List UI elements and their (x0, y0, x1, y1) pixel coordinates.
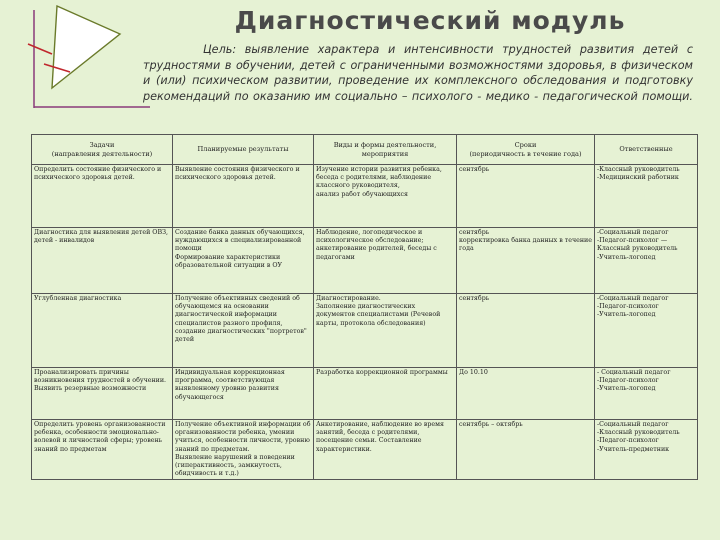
deco-triangle (52, 6, 120, 88)
cell-task: Определить уровень организованности ребенка, особенности эмоционально-волевой и личностной сферы; уровень знаний по предметам (32, 420, 173, 480)
header-responsible: Ответственные (595, 135, 698, 165)
cell-result: Создание банка данных обучающихся, нуждающихся в специализированной помощи Формирование характеристики образовательной ситуации в ОУ (173, 228, 314, 294)
cell-activity: Диагностирование. Заполнение диагностических документов специалистами (Речевой карты, протокола обследования) (314, 294, 457, 368)
page-title: Диагностический модуль (234, 6, 626, 35)
header-activities: Виды и формы деятельности, мероприятия (314, 135, 457, 165)
cell-result: Получение объективных сведений об обучающемся на основании диагностической информации специалистов разного профиля, создание диагностических "портретов" детей (173, 294, 314, 368)
header-tasks: Задачи (направления деятельности) (32, 135, 173, 165)
cell-activity: Разработка коррекционной программы (314, 368, 457, 420)
cell-result: Выявление состояния физического и психического здоровья детей. (173, 165, 314, 228)
cell-task: Диагностика для выявления детей ОВЗ, детей - инвалидов (32, 228, 173, 294)
cell-timing: сентябрь корректировка банка данных в течение года (457, 228, 595, 294)
cell-task: Проанализировать причины возникновения трудностей в обучении. Выявить резервные возможности (32, 368, 173, 420)
table-row (32, 165, 698, 228)
cell-responsible: -Социальный педагог -Педагог-психолог -Учитель-логопед (595, 294, 698, 368)
cell-timing: сентябрь (457, 165, 595, 228)
deco-red-slash (28, 44, 52, 54)
diagnostic-module-table (31, 134, 698, 480)
cell-activity: Изучение истории развития ребенка, беседа с родителями, наблюдение классного руководителя, анализ работ обучающихся (314, 165, 457, 228)
cell-responsible: -Классный руководитель -Медицинский работник (595, 165, 698, 228)
goal-statement: Цель: выявление характера и интенсивности трудностей развития детей с трудностями в обучении, детей с ограниченными возможностями здоровья, в физическом и (или) психическом развитии, проведение их комплексного обследования и подготовку рекомендаций по оказанию им социально – психолого - медико - педагогической помощи. (143, 43, 693, 103)
cell-timing: сентябрь – октябрь (457, 420, 595, 480)
cell-result: Получение объективной информации об организованности ребенка, умении учиться, особенности личности, уровню знаний по предметам. Выявление нарушений в поведении (гиперактивность, замкнутость, обидчивость и т.д.) (173, 420, 314, 480)
header-results: Планируемые результаты (173, 135, 314, 165)
table-row (32, 228, 698, 294)
cell-activity: Анкетирование, наблюдение во время занятий, беседа с родителями, посещение семьи. Составление характеристики. (314, 420, 457, 480)
cell-timing: До 10.10 (457, 368, 595, 420)
cell-task: Углубленная диагностика (32, 294, 173, 368)
cell-responsible: -Социальный педагог -Классный руководитель -Педагог-психолог -Учитель-предметник (595, 420, 698, 480)
cell-responsible: -Социальный педагог -Педагог-психолог — Классный руководитель -Учитель-логопед (595, 228, 698, 294)
cell-activity: Наблюдение, логопедическое и психологическое обследование; анкетирование родителей, беседы с педагогами (314, 228, 457, 294)
cell-responsible: - Социальный педагог -Педагог-психолог -Учитель-логопед (595, 368, 698, 420)
decorative-triangle-graphic (0, 0, 150, 125)
cell-task: Определить состояние физического и психического здоровья детей. (32, 165, 173, 228)
table-row (32, 420, 698, 480)
table-row (32, 294, 698, 368)
cell-timing: сентябрь (457, 294, 595, 368)
cell-result: Индивидуальная коррекционная программа, соответствующая выявленному уровню развития обучающегося (173, 368, 314, 420)
header-timing: Сроки (периодичность в течение года) (457, 135, 595, 165)
table-header-row (32, 135, 698, 165)
table-row (32, 368, 698, 420)
